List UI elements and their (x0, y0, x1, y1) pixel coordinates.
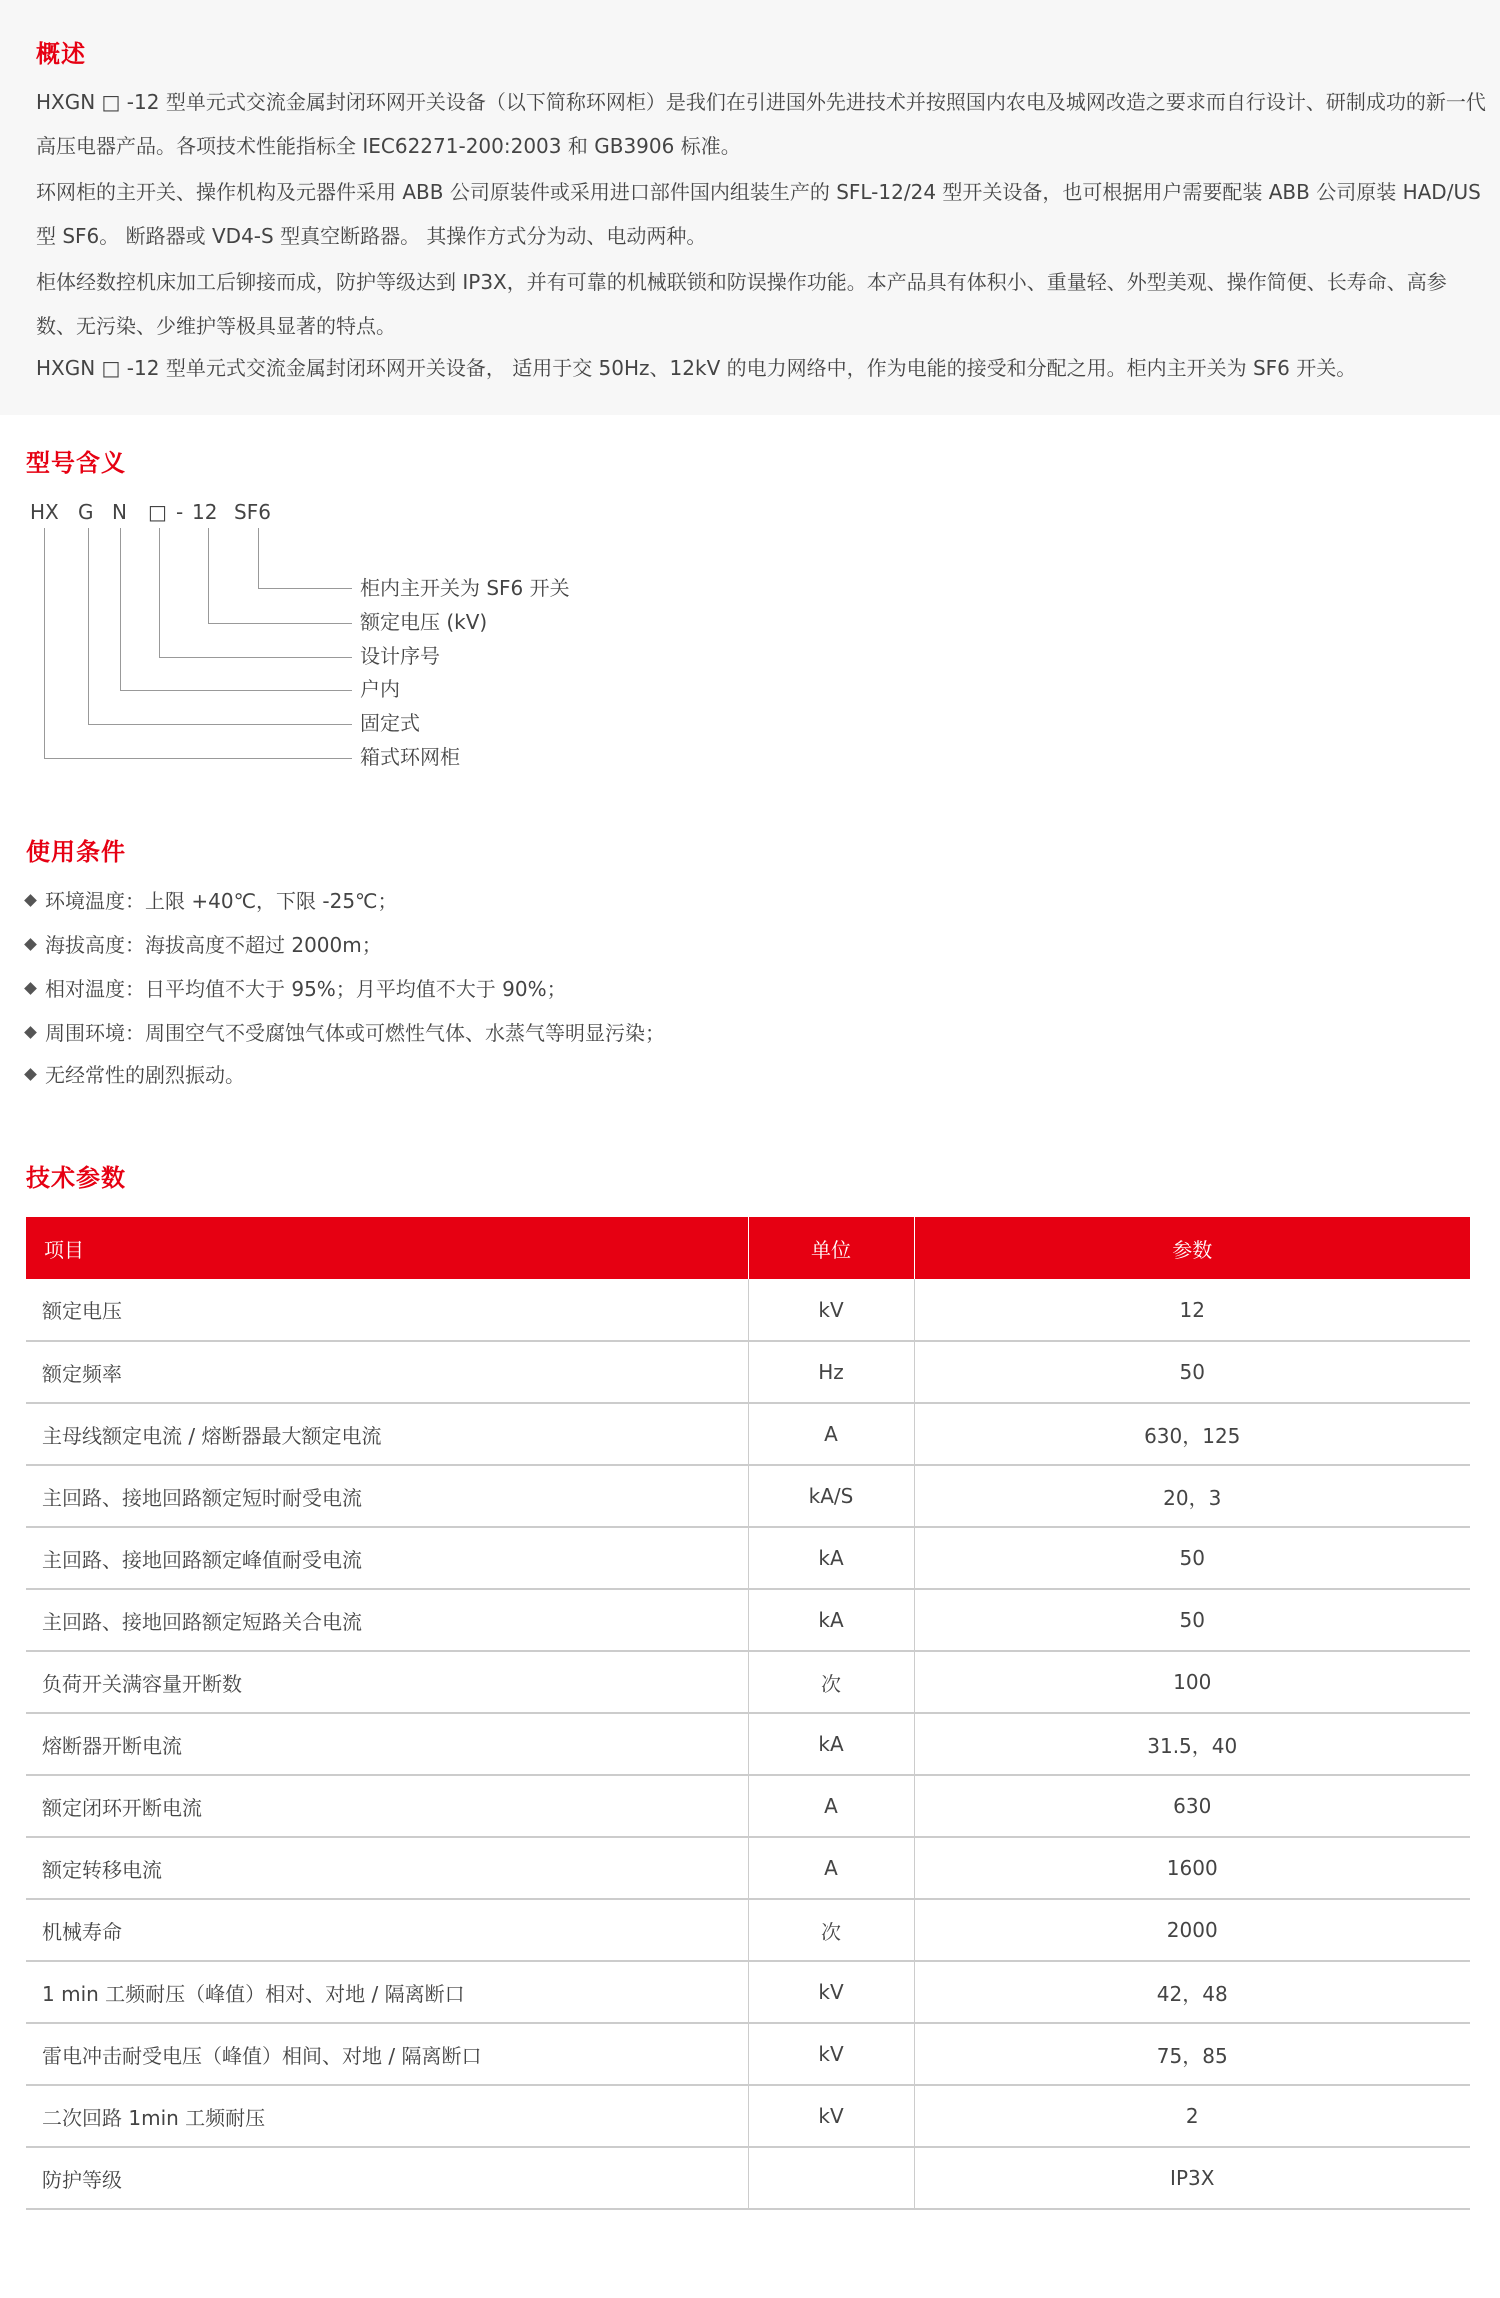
model-code-sf6: SF6 (234, 500, 271, 524)
conditions-title: 使用条件 (26, 838, 126, 866)
table-row: 二次回路 1min 工频耐压 kV 2 (26, 2085, 1470, 2147)
header-param: 参数 (914, 1217, 1470, 1279)
connector-sf6-h (258, 588, 352, 589)
model-code-n: N (112, 500, 127, 524)
condition-item: 相对温度：日平均值不大于 95%；月平均值不大于 90%； (26, 974, 567, 1004)
bullet-icon (24, 1068, 37, 1081)
table-row: 额定电压 kV 12 (26, 1279, 1470, 1341)
tech-title: 技术参数 (26, 1164, 126, 1192)
overview-paragraph-1: HXGN □ -12 型单元式交流金属封闭环网开关设备（以下简称环网柜）是我们在引进国外先进技术并按照国内农电及城网改造之要求而自行设计、研制成功的新一代高压电器产品。各项技术性能指标全 IEC62271-200:2003 和 GB3906 标准。 (36, 90, 1486, 158)
model-code-g: G (78, 500, 94, 524)
table-row: 额定转移电流 A 1600 (26, 1837, 1470, 1899)
table-row: 主回路、接地回路额定峰值耐受电流 kA 50 (26, 1527, 1470, 1589)
table-row: 主母线额定电流 / 熔断器最大额定电流 A 630，125 (26, 1403, 1470, 1465)
connector-g-v (88, 528, 89, 724)
connector-sf6-v (258, 528, 259, 588)
bullet-icon (24, 1026, 37, 1039)
connector-hx-v (44, 528, 45, 758)
condition-item: 周围环境：周围空气不受腐蚀气体或可燃性气体、水蒸气等明显污染； (26, 1018, 665, 1048)
tech-table (26, 1217, 1470, 2210)
bullet-icon (24, 982, 37, 995)
table-row: 雷电冲击耐受电压（峰值）相间、对地 / 隔离断口 kV 75，85 (26, 2023, 1470, 2085)
meaning-design-no: 设计序号 (360, 644, 440, 668)
connector-box-v (159, 528, 160, 657)
bullet-icon (24, 894, 37, 907)
connector-box-h (159, 657, 352, 658)
connector-g-h (88, 724, 352, 725)
table-row: 熔断器开断电流 kA 31.5，40 (26, 1713, 1470, 1775)
connector-12-h (208, 623, 352, 624)
meaning-fixed: 固定式 (360, 711, 420, 735)
table-row: 主回路、接地回路额定短路关合电流 kA 50 (26, 1589, 1470, 1651)
meaning-voltage: 额定电压 (kV) (360, 610, 488, 634)
table-row: 1 min 工频耐压（峰值）相对、对地 / 隔离断口 kV 42，48 (26, 1961, 1470, 2023)
overview-title: 概述 (36, 40, 86, 68)
overview-paragraph-3: 柜体经数控机床加工后铆接而成，防护等级达到 IP3X，并有可靠的机械联锁和防误操作功能。本产品具有体积小、重量轻、外型美观、操作简便、长寿命、高参数、无污染、少维护等极具显著的特点。 (36, 270, 1447, 338)
model-title: 型号含义 (26, 449, 126, 477)
connector-12-v (208, 528, 209, 623)
overview-section (0, 0, 1500, 415)
overview-paragraph-4: HXGN □ -12 型单元式交流金属封闭环网开关设备， 适用于交 50Hz、12kV 的电力网络中，作为电能的接受和分配之用。柜内主开关为 SF6 开关。 (36, 356, 1357, 380)
meaning-box-type: 箱式环网柜 (360, 745, 460, 769)
meaning-sf6: 柜内主开关为 SF6 开关 (360, 576, 570, 600)
connector-n-v (120, 528, 121, 690)
overview-paragraph-2: 环网柜的主开关、操作机构及元器件采用 ABB 公司原装件或采用进口部件国内组装生产的 SFL-12/24 型开关设备，也可根据用户需要配装 ABB 公司原装 HAD/US 型 SF6。 断路器或 VD4-S 型真空断路器。 其操作方式分为动、电动两种。 (36, 180, 1481, 248)
model-code-dash: - (176, 500, 184, 524)
table-row: 额定闭环开断电流 A 630 (26, 1775, 1470, 1837)
connector-hx-h (44, 758, 352, 759)
table-row: 主回路、接地回路额定短时耐受电流 kA/S 20，3 (26, 1465, 1470, 1527)
condition-item: 海拔高度：海拔高度不超过 2000m； (26, 930, 382, 960)
model-code-hx: HX (30, 500, 59, 524)
table-header-row (26, 1217, 1470, 1279)
table-row: 负荷开关满容量开断数 次 100 (26, 1651, 1470, 1713)
condition-item: 环境温度：上限 +40℃，下限 -25℃； (26, 886, 398, 916)
header-item: 项目 (26, 1217, 748, 1279)
header-unit: 单位 (748, 1217, 914, 1279)
connector-n-h (120, 690, 352, 691)
condition-item: 无经常性的剧烈振动。 (26, 1060, 245, 1090)
table-row: 防护等级 IP3X (26, 2147, 1470, 2209)
model-code-box: □ (148, 500, 167, 524)
table-row: 额定频率 Hz 50 (26, 1341, 1470, 1403)
table-row: 机械寿命 次 2000 (26, 1899, 1470, 1961)
model-code-12: 12 (192, 500, 218, 524)
meaning-indoor: 户内 (360, 677, 400, 701)
bullet-icon (24, 938, 37, 951)
